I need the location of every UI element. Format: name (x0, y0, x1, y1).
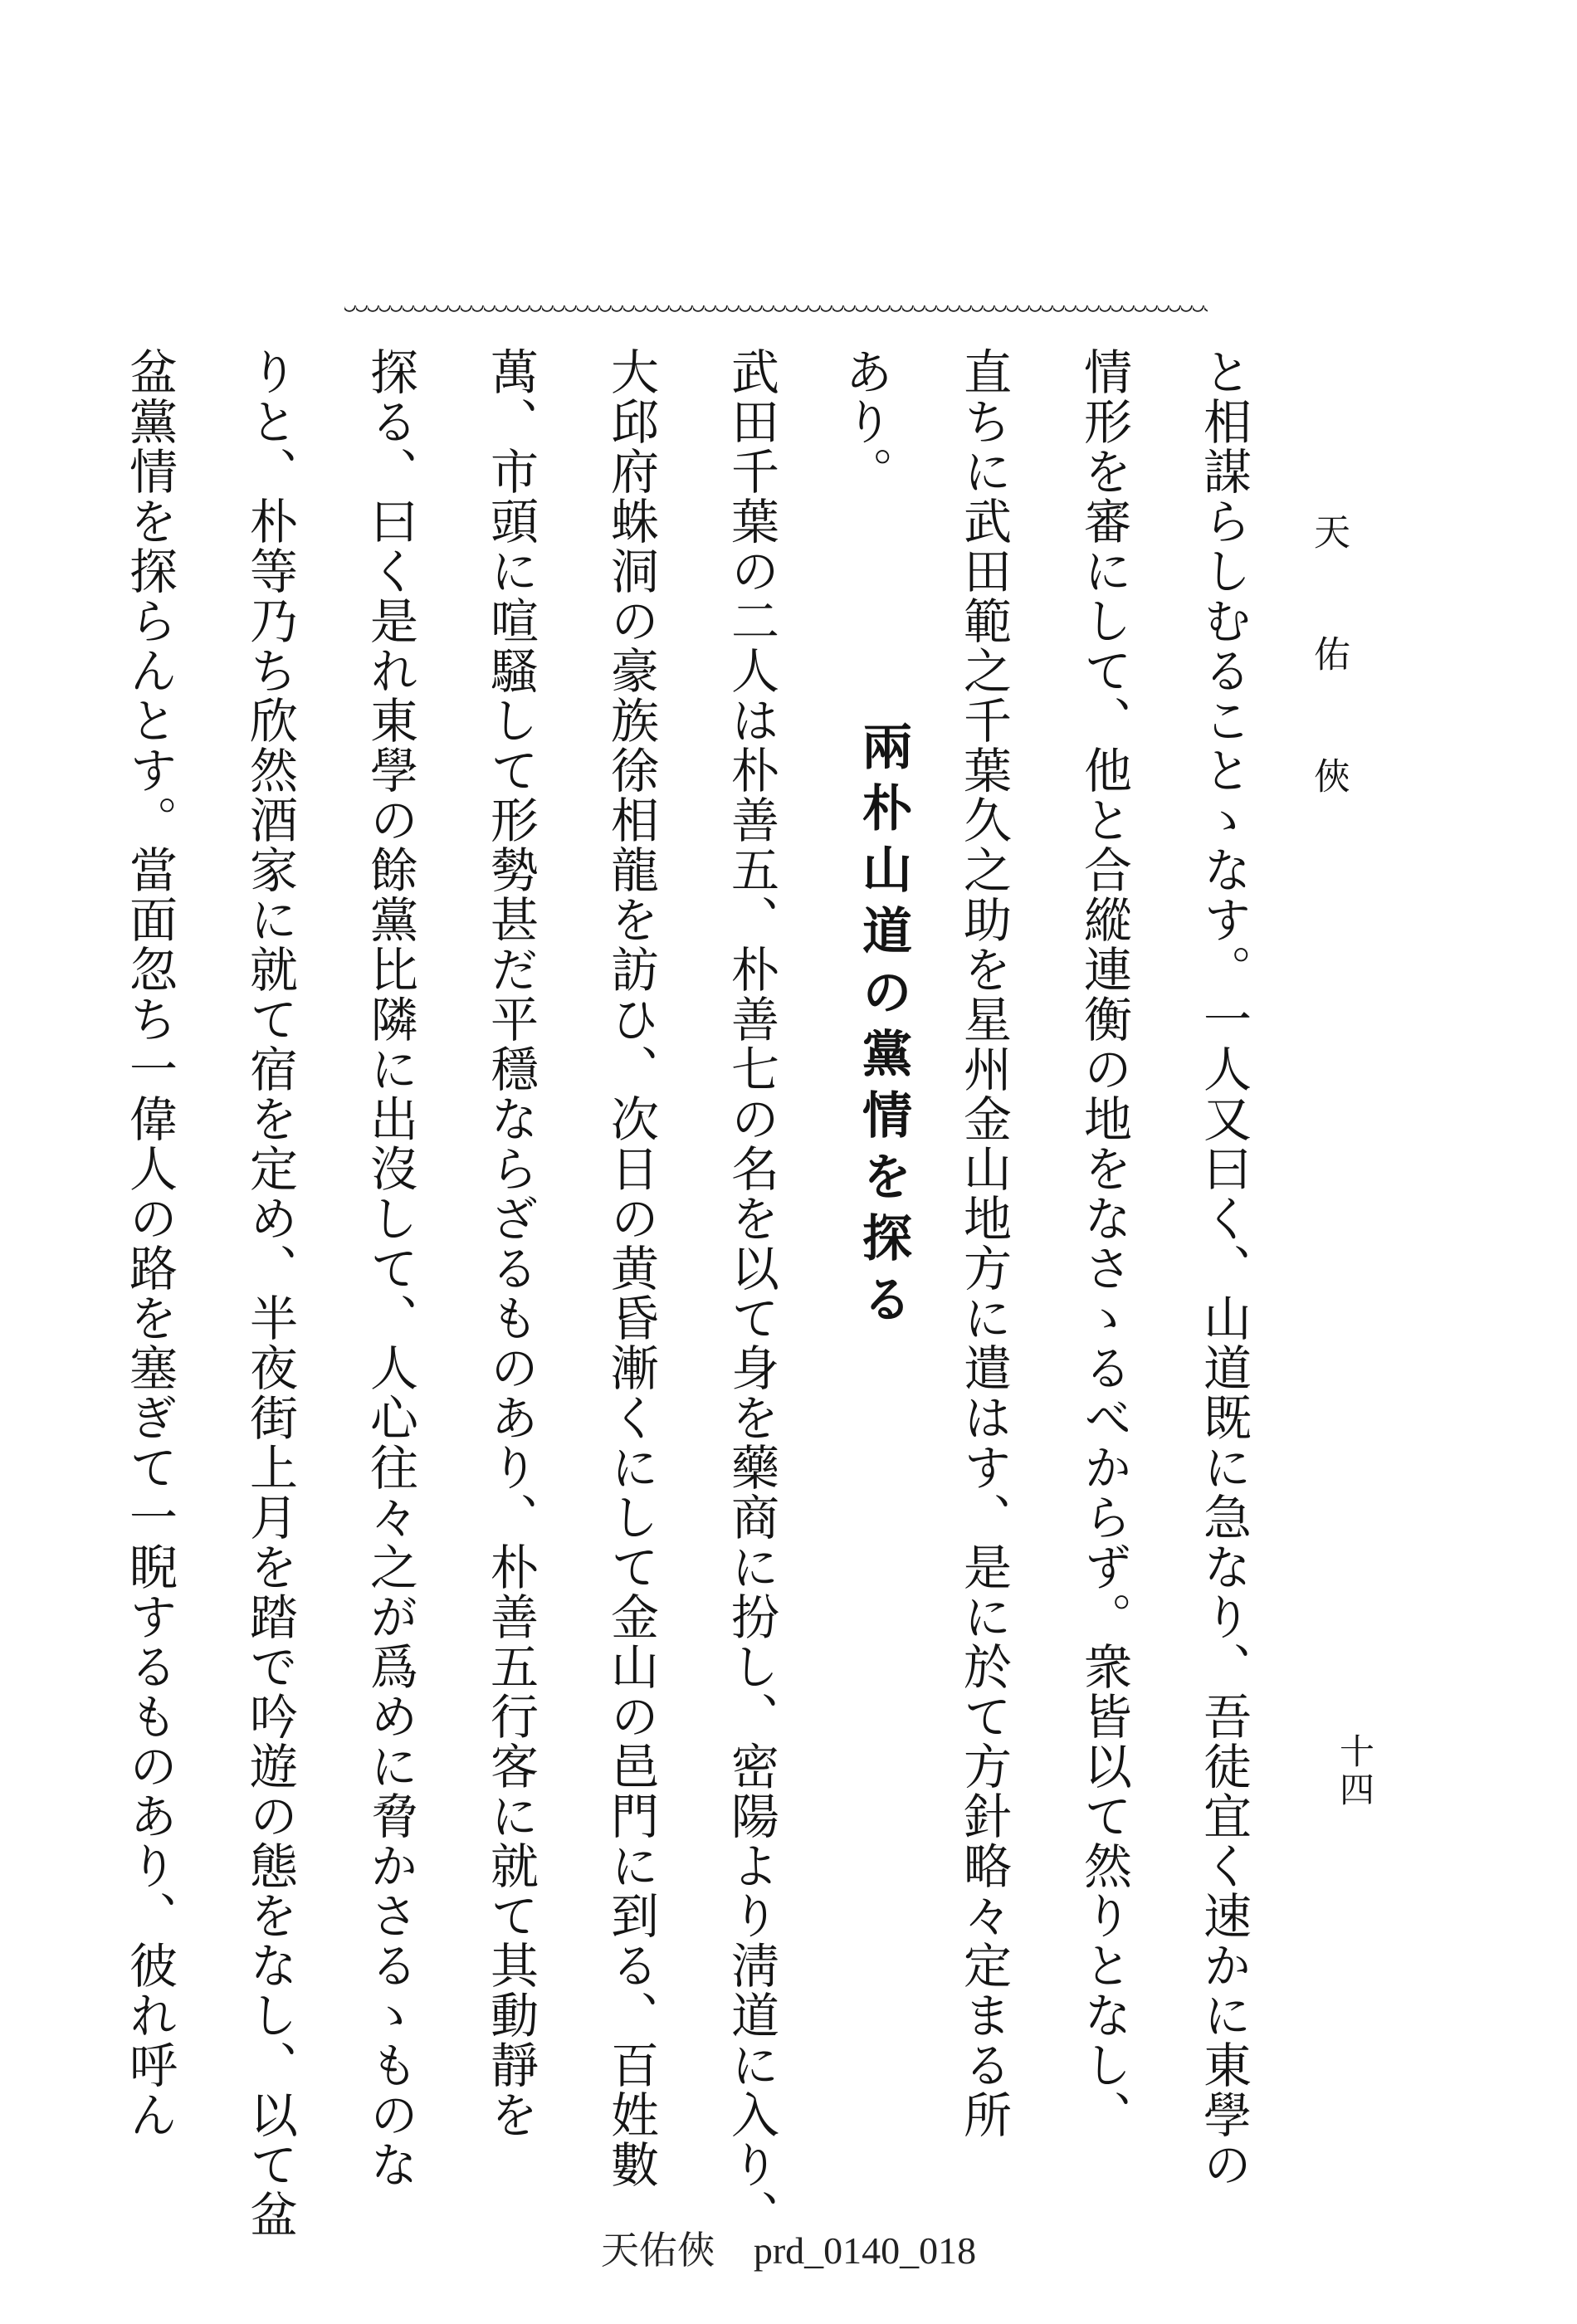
wavy-separator-rule (344, 305, 1208, 320)
text-column: あり。 (837, 347, 893, 496)
heading-char: る (854, 1273, 912, 1335)
text-column: 直ちに武田範之千葉久之助を星州金山地方に遣はす、是に於て方針略々定まる所 (955, 347, 1012, 2140)
heading-char: 朴 (854, 782, 912, 843)
text-column: 情形を審にして、他と合縱連衡の地をなさゝるべからず。衆皆以て然りとなし、 (1076, 347, 1132, 2140)
footer-caption: 天佑俠 prd_0140_018 (600, 2229, 977, 2272)
text-column: 萬、市頭に喧騷して形勢甚だ平穩ならざるものあり、朴善五行客に就て其動靜を (482, 347, 539, 2140)
heading-char: 黨 (854, 1028, 912, 1089)
heading-char: 兩 (854, 720, 912, 782)
heading-char: 情 (854, 1089, 912, 1150)
text-column: 盆黨情を探らんとす。當面忽ち一偉人の路を塞ぎて一睨するものあり、彼れ呼ん (121, 347, 178, 2140)
page-number: 十四 (1335, 1733, 1375, 1809)
heading-char: の (854, 966, 912, 1028)
text-column: 大邱府蛛洞の豪族徐相龍を訪ひ、次日の黄昏漸くにして金山の邑門に到る、百姓數 (603, 347, 659, 2190)
running-header-title: 天 佑 俠 (1307, 513, 1350, 815)
section-heading (850, 720, 916, 1335)
text-column: と相謀らしむることゝなす。一人又曰く、山道既に急なり、吾徒宜く速かに東學の (1195, 347, 1252, 2190)
text-column: りと、朴等乃ち欣然酒家に就て宿を定め、半夜街上月を踏で吟遊の態をなし、以て盆 (242, 347, 298, 2239)
heading-char: 探 (854, 1212, 912, 1273)
heading-char: を (854, 1150, 912, 1212)
text-column: 探る、曰く是れ東學の餘黨比隣に出沒して、人心往々之が爲めに脅かさるゝものな (362, 347, 418, 2190)
text-column: 武田千葉の二人は朴善五、朴善七の名を以て身を藥商に扮し、密陽より淸道に入り、 (723, 347, 779, 2239)
heading-char: 道 (854, 905, 912, 966)
heading-char: 山 (854, 843, 912, 905)
